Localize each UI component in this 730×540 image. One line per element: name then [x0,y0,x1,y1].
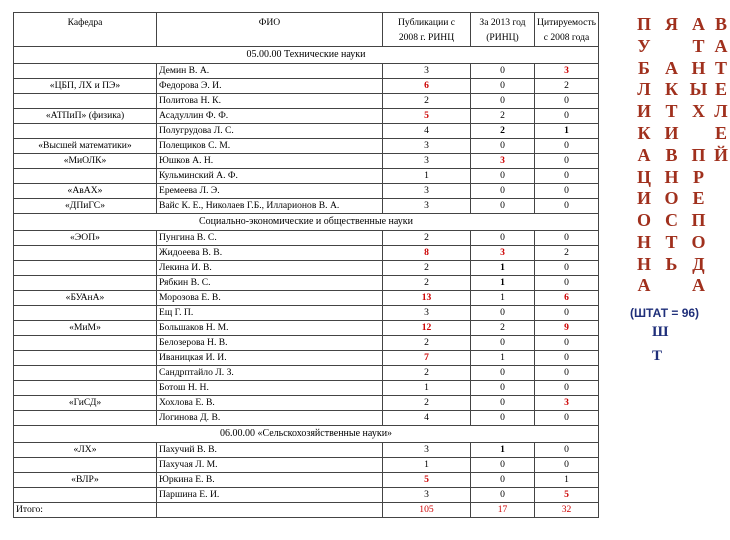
table-row [14,411,599,426]
title-letter: А [692,14,705,34]
year-2013-cell: 2 [471,124,535,139]
author-name-cell: Большаков Н. М. [157,321,383,336]
title-letter: Н [636,231,651,252]
title-letter: Ы [689,79,708,100]
table-row [14,336,599,351]
total-label: Итого: [14,503,157,518]
section-header [14,214,599,231]
author-name-cell: Иваницкая И. И. [157,351,383,366]
author-name-cell: Ботош Н. Н. [157,381,383,396]
author-name-cell: Морозова Е. В. [157,291,383,306]
department-cell: «ГиСД» [14,396,157,411]
citations-cell: 3 [535,396,599,411]
title-letter: А [665,57,678,78]
publications-cell: 4 [383,124,471,139]
publications-cell: 7 [383,351,471,366]
table-row [14,488,599,503]
publications-cell: 4 [383,411,471,426]
citations-cell: 0 [535,154,599,169]
author-name-cell: Еремеева Л. Э. [157,184,383,199]
department-cell [14,276,157,291]
total-empty [157,503,383,518]
table-row [14,231,599,246]
author-name-cell: Демин В. А. [157,64,383,79]
table-row [14,109,599,124]
title-letter [712,254,730,276]
year-2013-cell: 0 [471,169,535,184]
year-2013-cell: 3 [471,154,535,169]
title-letter: В [714,14,727,34]
department-cell [14,458,157,473]
author-name-cell: Сандрптайло Л. З. [157,366,383,381]
citations-cell: 9 [535,321,599,336]
title-letter: Н [664,166,679,187]
citations-cell: 3 [535,64,599,79]
department-cell [14,94,157,109]
table-row [14,396,599,411]
citations-cell: 0 [535,231,599,246]
title-letter: Т [692,35,705,56]
citations-cell: 0 [535,381,599,396]
year-2013-cell: 1 [471,443,535,458]
table-row [14,124,599,139]
title-letter: А [637,144,651,165]
publications-cell: 2 [383,261,471,276]
total-2013: 17 [471,503,535,518]
author-name-cell: Лекина И. В. [157,261,383,276]
citations-cell: 2 [535,246,599,261]
citations-cell: 0 [535,109,599,124]
year-2013-cell: 0 [471,94,535,109]
author-name-cell: Пунгина В. С. [157,231,383,246]
total-row [14,503,599,518]
year-2013-cell: 1 [471,351,535,366]
publications-cell: 3 [383,64,471,79]
year-2013-cell: 0 [471,231,535,246]
header-2013: За 2013 год (РИНЦ) [471,13,535,47]
title-letter: Д [692,253,705,274]
department-cell [14,169,157,184]
year-2013-cell: 0 [471,473,535,488]
side-caption [630,14,728,364]
staff-count: (ШТАТ = 96) [630,306,700,320]
vertical-title-letters [630,14,728,295]
title-letter: Й [713,144,728,165]
title-letter: К [664,79,679,100]
table-row [14,276,599,291]
author-name-cell: Пахучая Л. М. [157,458,383,473]
section-title: Социально-экономические и общественные науки [14,214,599,231]
department-cell: «ЦБП, ЛХ и ПЭ» [14,79,157,94]
publications-cell: 13 [383,291,471,306]
publications-cell: 3 [383,154,471,169]
title-letter: Ь [665,253,678,274]
staff-letter-2: Т [652,348,663,364]
citations-cell: 0 [535,184,599,199]
title-letter: Б [638,57,650,78]
table-row [14,473,599,488]
title-letter: Х [692,101,705,122]
table-row [14,261,599,276]
publications-cell: 3 [383,199,471,214]
citations-cell: 1 [535,124,599,139]
author-name-cell: Политова Н. К. [157,94,383,109]
section-header [14,426,599,443]
title-letter: О [636,210,651,231]
citations-cell: 0 [535,199,599,214]
author-name-cell: Вайс К. Е., Николаев Г.Б., Илларионов В. А. [157,199,383,214]
title-letter [712,276,730,294]
title-letter [658,36,685,58]
author-name-cell: Юркина Е. В. [157,473,383,488]
year-2013-cell: 1 [471,291,535,306]
publications-cell: 2 [383,276,471,291]
section-header [14,47,599,64]
table-row [14,154,599,169]
title-letter: О [691,231,706,252]
staff-letter-1: Ш [652,324,669,340]
table-row [14,366,599,381]
department-cell: «ВЛР» [14,473,157,488]
author-name-cell: Полугрудова Л. С. [157,124,383,139]
citations-cell: 0 [535,139,599,154]
department-cell: «Высшей математики» [14,139,157,154]
publications-cell: 3 [383,488,471,503]
author-name-cell: Кульминский А. Ф. [157,169,383,184]
year-2013-cell: 0 [471,306,535,321]
title-letter: П [691,210,706,231]
author-name-cell: Паршина Е. И. [157,488,383,503]
citations-cell: 0 [535,366,599,381]
title-letter: У [637,35,651,56]
author-name-cell: Полещиков С. М. [157,139,383,154]
table-row [14,199,599,214]
publications-cell: 2 [383,396,471,411]
title-letter: И [664,122,679,143]
year-2013-cell: 0 [471,199,535,214]
title-letter: Л [637,79,651,100]
table-row [14,443,599,458]
title-letter: П [636,14,651,34]
section-title: 06.00.00 «Сельскохозяйственные науки» [14,426,599,443]
title-letter [712,188,730,210]
citations-cell: 0 [535,169,599,184]
citations-cell: 0 [535,443,599,458]
year-2013-cell: 0 [471,79,535,94]
citations-cell: 2 [535,79,599,94]
title-letter: Р [693,166,704,187]
title-letter: Н [636,253,651,274]
table-row [14,306,599,321]
title-letter: Т [665,101,678,122]
author-name-cell: Жидоеева В. В. [157,246,383,261]
department-cell: «МиМ» [14,321,157,336]
department-cell: «МиОЛК» [14,154,157,169]
table-row [14,79,599,94]
table-row [14,64,599,79]
title-letter: И [636,188,651,209]
year-2013-cell: 0 [471,366,535,381]
year-2013-cell: 0 [471,184,535,199]
header-fio: ФИО [157,13,383,47]
publications-cell: 6 [383,79,471,94]
table-row [14,458,599,473]
author-name-cell: Пахучий В. В. [157,443,383,458]
header-kafedra: Кафедра [14,13,157,47]
department-cell [14,366,157,381]
title-letter: С [665,210,678,231]
title-letter: Е [692,188,705,209]
title-letter [685,123,712,145]
title-letter: Т [665,231,678,252]
citations-cell: 0 [535,261,599,276]
citations-cell: 0 [535,306,599,321]
publications-cell: 3 [383,443,471,458]
publications-cell: 3 [383,184,471,199]
citations-cell: 6 [535,291,599,306]
department-cell: «АТПиП» (физика) [14,109,157,124]
department-cell [14,64,157,79]
publications-cell: 3 [383,139,471,154]
year-2013-cell: 0 [471,139,535,154]
title-letter: К [637,122,651,143]
title-letter: А [714,35,728,56]
year-2013-cell: 1 [471,261,535,276]
total-publications: 105 [383,503,471,518]
section-title: 05.00.00 Технические науки [14,47,599,64]
publications-table [13,12,599,518]
title-letter: Е [714,79,727,100]
title-letter: О [664,188,679,209]
citations-cell: 0 [535,351,599,366]
year-2013-cell: 0 [471,411,535,426]
department-cell: «БУАнА» [14,291,157,306]
year-2013-cell: 0 [471,64,535,79]
author-name-cell: Белозерова Н. В. [157,336,383,351]
department-cell [14,246,157,261]
table-row [14,321,599,336]
table-row [14,246,599,261]
department-cell: «ДПиГС» [14,199,157,214]
publications-cell: 5 [383,109,471,124]
header-row [14,13,599,47]
department-cell: «ЭОП» [14,231,157,246]
table-row [14,381,599,396]
citations-cell: 0 [535,411,599,426]
author-name-cell: Хохлова Е. В. [157,396,383,411]
department-cell [14,261,157,276]
year-2013-cell: 0 [471,458,535,473]
department-cell [14,488,157,503]
table-row [14,291,599,306]
citations-cell: 0 [535,458,599,473]
table-row [14,184,599,199]
header-citations: Цитируемость с 2008 года [535,13,599,47]
author-name-cell: Ещ Г. П. [157,306,383,321]
table-row [14,169,599,184]
table-row [14,139,599,154]
department-cell [14,306,157,321]
title-letter: В [665,144,678,165]
title-letter [712,232,730,254]
title-letter [658,276,685,294]
year-2013-cell: 0 [471,336,535,351]
publications-cell: 2 [383,336,471,351]
citations-cell: 0 [535,94,599,109]
department-cell [14,411,157,426]
department-cell [14,336,157,351]
title-letter: Ц [636,166,651,187]
table-row [14,94,599,109]
author-name-cell: Асадуллин Ф. Ф. [157,109,383,124]
year-2013-cell: 2 [471,321,535,336]
department-cell: «АвАХ» [14,184,157,199]
title-letter: Л [714,101,728,122]
publications-cell: 8 [383,246,471,261]
department-cell: «ЛХ» [14,443,157,458]
year-2013-cell: 2 [471,109,535,124]
citations-cell: 5 [535,488,599,503]
year-2013-cell: 0 [471,381,535,396]
author-name-cell: Рябкин В. С. [157,276,383,291]
title-letter: Е [714,122,727,143]
total-citations: 32 [535,503,599,518]
publications-cell: 5 [383,473,471,488]
publications-cell: 1 [383,381,471,396]
year-2013-cell: 3 [471,246,535,261]
title-letter: Я [665,14,678,34]
publications-cell: 12 [383,321,471,336]
author-name-cell: Юшков А. Н. [157,154,383,169]
header-publications: Публикации с 2008 г. РИНЦ [383,13,471,47]
author-name-cell: Логинова Д. В. [157,411,383,426]
title-letter: А [692,274,705,295]
citations-cell: 1 [535,473,599,488]
citations-cell: 0 [535,276,599,291]
citations-cell: 0 [535,336,599,351]
title-letter: А [637,274,651,295]
publications-cell: 2 [383,231,471,246]
department-cell [14,351,157,366]
publications-cell: 3 [383,306,471,321]
year-2013-cell: 0 [471,396,535,411]
publications-cell: 1 [383,169,471,184]
department-cell [14,381,157,396]
department-cell [14,124,157,139]
publications-cell: 2 [383,366,471,381]
title-letter: И [636,101,651,122]
title-letter: П [691,144,706,165]
title-letter: Н [691,57,706,78]
title-letter [712,167,730,189]
year-2013-cell: 1 [471,276,535,291]
publications-cell: 1 [383,458,471,473]
publications-cell: 2 [383,94,471,109]
title-letter [712,210,730,232]
table-row [14,351,599,366]
author-name-cell: Федорова Э. И. [157,79,383,94]
title-letter: Т [714,57,727,78]
year-2013-cell: 0 [471,488,535,503]
